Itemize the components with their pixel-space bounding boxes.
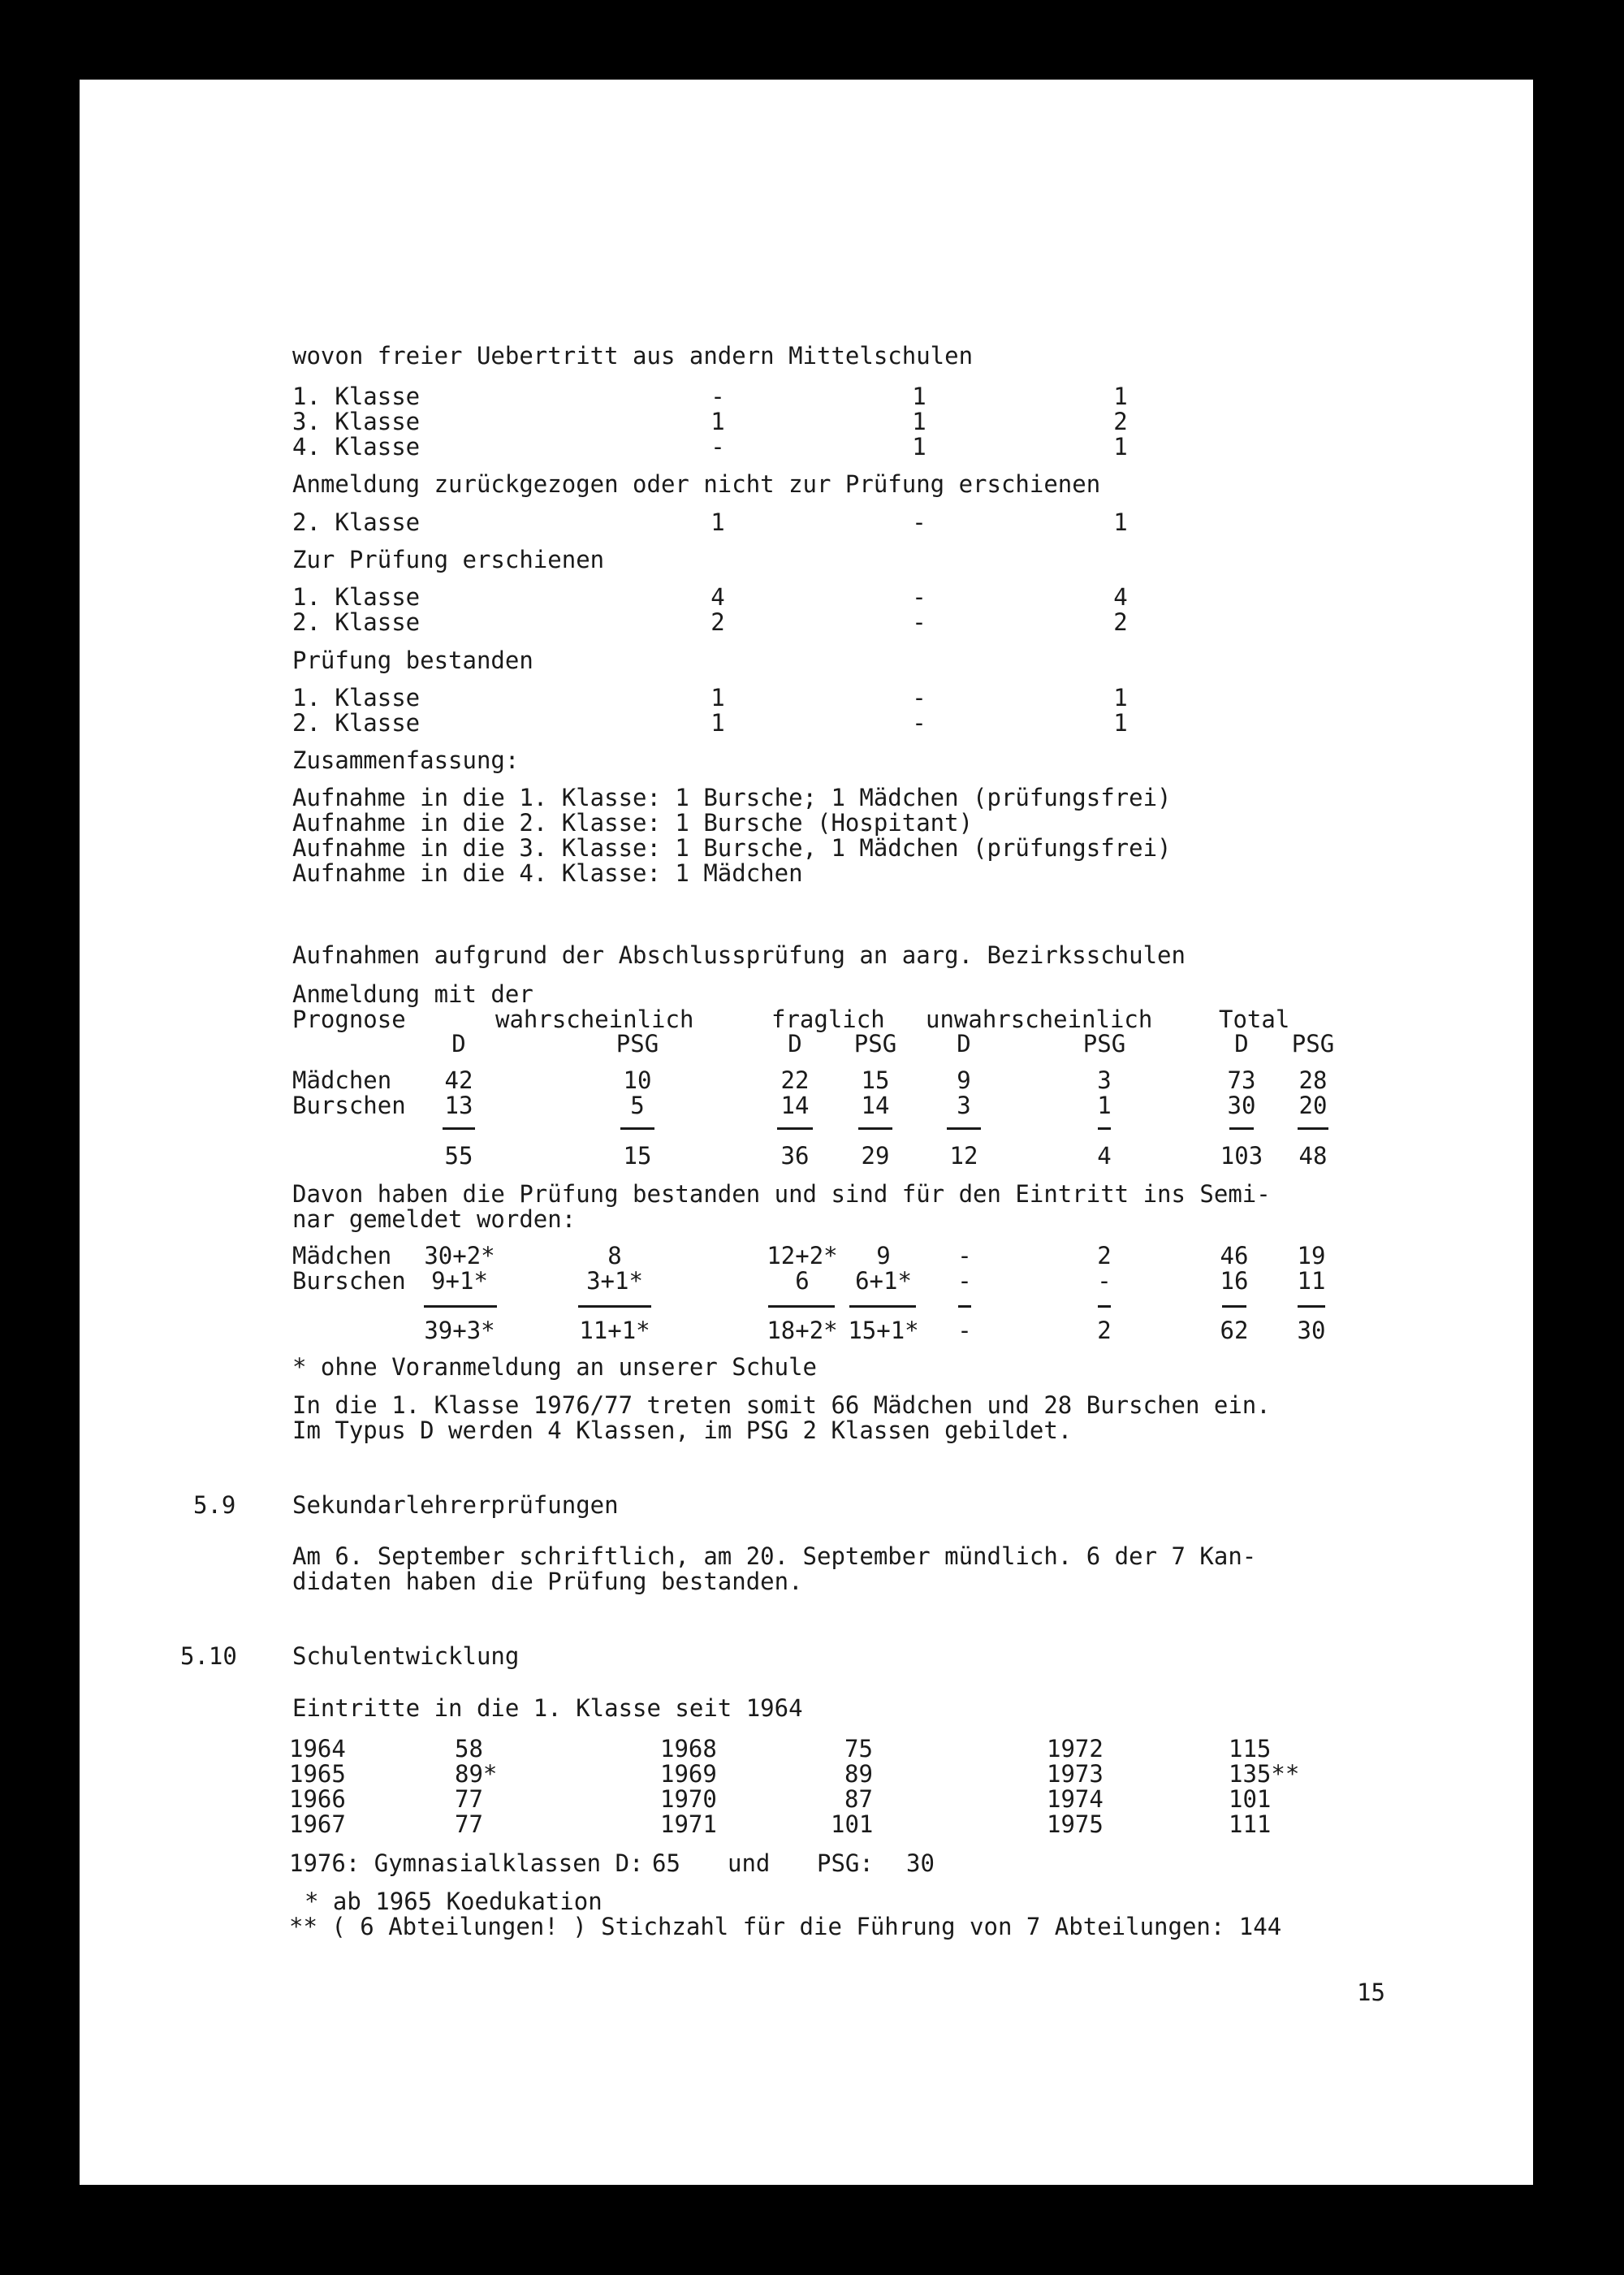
row-label: 4. Klasse <box>292 433 421 461</box>
row-label: 2. Klasse <box>292 709 421 737</box>
subheader: PSG <box>1291 1030 1335 1057</box>
cell: 9 <box>957 1066 971 1094</box>
year-value: 111 <box>1229 1810 1272 1838</box>
cell: 1 <box>1113 684 1128 711</box>
cell: - <box>912 608 926 636</box>
section-text: didaten haben die Prüfung bestanden. <box>292 1568 803 1595</box>
bezirksschulen-heading: Aufnahmen aufgrund der Abschlussprüfung an aarg. Bezirksschulen <box>292 941 1186 969</box>
prognose-label: Prognose <box>292 1006 406 1033</box>
summary-line: Aufnahme in die 2. Klasse: 1 Bursche (Hospitant) <box>292 809 974 837</box>
summary-line: Aufnahme in die 1. Klasse: 1 Bursche; 1 Mädchen (prüfungsfrei) <box>292 784 1172 811</box>
cell: 73 <box>1227 1066 1256 1094</box>
sum-rule <box>443 1127 475 1130</box>
total-cell: 18+2* <box>767 1317 838 1344</box>
sum-rule <box>1098 1127 1111 1130</box>
sum-rule <box>947 1127 981 1130</box>
cell: 3 <box>957 1092 971 1119</box>
cell: 1 <box>912 408 926 435</box>
summary-text: Im Typus D werden 4 Klassen, im PSG 2 Klassen gebildet. <box>292 1416 1073 1444</box>
section-text: Am 6. September schriftlich, am 20. September mündlich. 6 der 7 Kan- <box>292 1542 1257 1570</box>
cell: 14 <box>861 1092 890 1119</box>
gym-psg-label: PSG: <box>817 1849 874 1877</box>
summary-text: In die 1. Klasse 1976/77 treten somit 66 Mädchen und 28 Burschen ein. <box>292 1391 1271 1419</box>
cell: 11 <box>1297 1267 1326 1295</box>
cell: 1 <box>1113 383 1128 410</box>
row-label: 1. Klasse <box>292 684 421 711</box>
summary-line: Aufnahme in die 3. Klasse: 1 Bursche, 1 Mädchen (prüfungsfrei) <box>292 834 1172 862</box>
sum-rule <box>424 1305 497 1308</box>
erschienen-heading: Zur Prüfung erschienen <box>292 546 605 573</box>
row-label: Burschen <box>292 1267 406 1295</box>
year: 1971 <box>660 1810 717 1838</box>
cell: 12+2* <box>767 1242 838 1269</box>
subheader: D <box>957 1030 971 1057</box>
section-number: 5.9 <box>193 1491 236 1519</box>
total-cell: 15 <box>623 1142 652 1170</box>
cell: - <box>957 1242 972 1269</box>
cell: 6+1* <box>855 1267 912 1295</box>
group-header: fraglich <box>771 1006 885 1033</box>
gym-d-value: 65 <box>652 1849 680 1877</box>
sum-rule <box>777 1127 813 1130</box>
cell: 10 <box>623 1066 652 1094</box>
cell: 15 <box>861 1066 890 1094</box>
cell: 13 <box>444 1092 473 1119</box>
zusammenfassung-heading: Zusammenfassung: <box>292 746 520 774</box>
year-value: 89* <box>455 1760 498 1788</box>
year: 1965 <box>289 1760 346 1788</box>
gym-und: und <box>728 1849 771 1877</box>
cell: 22 <box>780 1066 810 1094</box>
year: 1969 <box>660 1760 717 1788</box>
subheader: PSG <box>853 1030 897 1057</box>
cell: - <box>710 383 725 410</box>
sum-rule <box>1298 1127 1328 1130</box>
row-label: 3. Klasse <box>292 408 421 435</box>
year: 1973 <box>1047 1760 1104 1788</box>
total-cell: 103 <box>1220 1142 1263 1170</box>
cell: 42 <box>444 1066 473 1094</box>
cell: 9 <box>876 1242 891 1269</box>
page-number: 15 <box>1357 1979 1385 2006</box>
sum-rule <box>958 1305 971 1308</box>
cell: 1 <box>1113 709 1128 737</box>
freier-uebertritt-heading: wovon freier Uebertritt aus andern Mittelschulen <box>292 342 974 370</box>
cell: 30 <box>1227 1092 1256 1119</box>
year: 1967 <box>289 1810 346 1838</box>
year-value: 89 <box>844 1760 873 1788</box>
cell: 3 <box>1097 1066 1112 1094</box>
year: 1974 <box>1047 1785 1104 1813</box>
cell: 1 <box>710 709 725 737</box>
cell: - <box>710 433 725 461</box>
section-subtitle: Eintritte in die 1. Klasse seit 1964 <box>292 1694 803 1722</box>
total-cell: - <box>957 1317 972 1344</box>
year-value: 135** <box>1229 1760 1300 1788</box>
cell: 4 <box>710 583 725 611</box>
cell: 1 <box>710 684 725 711</box>
total-cell: 11+1* <box>579 1317 650 1344</box>
cell: 6 <box>795 1267 810 1295</box>
sum-rule <box>578 1305 651 1308</box>
total-cell: 29 <box>861 1142 890 1170</box>
row-label: Mädchen <box>292 1066 392 1094</box>
cell: 19 <box>1297 1242 1326 1269</box>
year-value: 115 <box>1229 1735 1272 1762</box>
year: 1968 <box>660 1735 717 1762</box>
total-cell: 12 <box>949 1142 978 1170</box>
year: 1964 <box>289 1735 346 1762</box>
total-cell: 30 <box>1297 1317 1326 1344</box>
total-cell: 62 <box>1220 1317 1249 1344</box>
year: 1975 <box>1047 1810 1104 1838</box>
note: * ab 1965 Koedukation <box>304 1888 603 1915</box>
cell: 1 <box>1097 1092 1112 1119</box>
prognose-label: Anmeldung mit der <box>292 980 533 1008</box>
cell: 9+1* <box>431 1267 488 1295</box>
subheader: PSG <box>615 1030 659 1057</box>
total-cell: 55 <box>444 1142 473 1170</box>
year: 1970 <box>660 1785 717 1813</box>
cell: - <box>957 1267 972 1295</box>
gym-label: 1976: Gymnasialklassen D: <box>289 1849 644 1877</box>
total-cell: 48 <box>1298 1142 1328 1170</box>
cell: 1 <box>912 383 926 410</box>
sum-rule <box>1229 1127 1254 1130</box>
davon-text: nar gemeldet worden: <box>292 1205 577 1233</box>
cell: - <box>912 684 926 711</box>
cell: 8 <box>607 1242 622 1269</box>
subheader: D <box>1234 1030 1249 1057</box>
year-value: 101 <box>831 1810 874 1838</box>
total-cell: 15+1* <box>848 1317 919 1344</box>
footnote: * ohne Voranmeldung an unserer Schule <box>292 1353 818 1381</box>
year-value: 77 <box>455 1810 483 1838</box>
cell: 16 <box>1220 1267 1249 1295</box>
row-label: 2. Klasse <box>292 508 421 536</box>
bestanden-heading: Prüfung bestanden <box>292 647 533 674</box>
total-cell: 4 <box>1097 1142 1112 1170</box>
group-header: Total <box>1219 1006 1290 1033</box>
section-number: 5.10 <box>180 1642 237 1670</box>
group-header: wahrscheinlich <box>495 1006 694 1033</box>
cell: 1 <box>1113 433 1128 461</box>
year-value: 75 <box>844 1735 873 1762</box>
group-header: unwahrscheinlich <box>926 1006 1153 1033</box>
sum-rule <box>849 1305 916 1308</box>
cell: 2 <box>710 608 725 636</box>
year-value: 77 <box>455 1785 483 1813</box>
cell: 3+1* <box>586 1267 643 1295</box>
summary-line: Aufnahme in die 4. Klasse: 1 Mädchen <box>292 859 803 887</box>
cell: 20 <box>1298 1092 1328 1119</box>
cell: - <box>912 508 926 536</box>
total-cell: 2 <box>1097 1317 1112 1344</box>
year-value: 58 <box>455 1735 483 1762</box>
cell: 1 <box>1113 508 1128 536</box>
cell: 5 <box>630 1092 645 1119</box>
zurueckgezogen-heading: Anmeldung zurückgezogen oder nicht zur Prüfung erschienen <box>292 470 1101 498</box>
sum-rule <box>1298 1305 1325 1308</box>
cell: 4 <box>1113 583 1128 611</box>
sum-rule <box>858 1127 892 1130</box>
note: ** ( 6 Abteilungen! ) Stichzahl für die Führung von 7 Abteilungen: 144 <box>289 1913 1282 1940</box>
sum-rule <box>1098 1305 1111 1308</box>
cell: 46 <box>1220 1242 1249 1269</box>
sum-rule <box>620 1127 654 1130</box>
davon-text: Davon haben die Prüfung bestanden und sind für den Eintritt ins Semi- <box>292 1180 1271 1208</box>
gym-psg-value: 30 <box>906 1849 935 1877</box>
year: 1966 <box>289 1785 346 1813</box>
row-label: 1. Klasse <box>292 383 421 410</box>
row-label: 2. Klasse <box>292 608 421 636</box>
cell: 2 <box>1113 608 1128 636</box>
subheader: PSG <box>1082 1030 1126 1057</box>
cell: - <box>912 583 926 611</box>
row-label: Mädchen <box>292 1242 392 1269</box>
document-page <box>80 80 1533 2185</box>
cell: 28 <box>1298 1066 1328 1094</box>
year-value: 101 <box>1229 1785 1272 1813</box>
subheader: D <box>451 1030 466 1057</box>
section-title: Schulentwicklung <box>292 1642 520 1670</box>
sum-rule <box>768 1305 835 1308</box>
row-label: Burschen <box>292 1092 406 1119</box>
cell: 2 <box>1097 1242 1112 1269</box>
cell: 1 <box>710 508 725 536</box>
cell: - <box>912 709 926 737</box>
row-label: 1. Klasse <box>292 583 421 611</box>
cell: 1 <box>912 433 926 461</box>
total-cell: 36 <box>780 1142 810 1170</box>
total-cell: 39+3* <box>424 1317 495 1344</box>
section-title: Sekundarlehrerprüfungen <box>292 1491 619 1519</box>
cell: 30+2* <box>424 1242 495 1269</box>
cell: - <box>1097 1267 1112 1295</box>
subheader: D <box>788 1030 802 1057</box>
cell: 1 <box>710 408 725 435</box>
year-value: 87 <box>844 1785 873 1813</box>
cell: 2 <box>1113 408 1128 435</box>
year: 1972 <box>1047 1735 1104 1762</box>
cell: 14 <box>780 1092 810 1119</box>
sum-rule <box>1222 1305 1246 1308</box>
